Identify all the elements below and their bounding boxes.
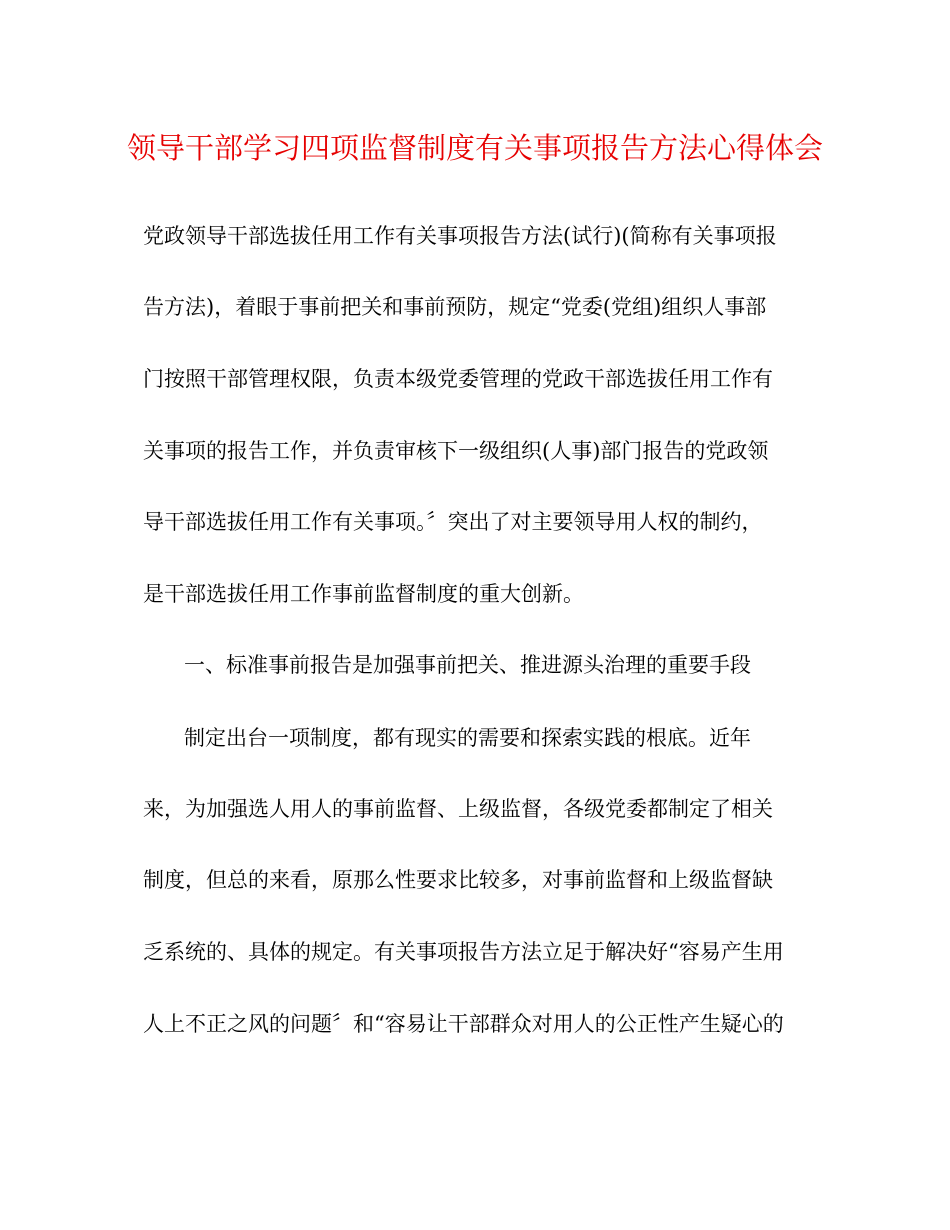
body-line-2: 告方法)，着眼于事前把关和事前预防，规定“党委(党组)组织人事部 — [143, 295, 767, 319]
document-title: 领导干部学习四项监督制度有关事项报告方法心得体会 — [126, 131, 823, 165]
body-line-5: 导干部选拔任用工作有关事项。〞突出了对主要领导用人权的制约， — [143, 510, 763, 534]
body-line-1: 党政领导干部选拔任用工作有关事项报告方法(试行)(简称有关事项报 — [143, 224, 777, 248]
body-line-4: 关事项的报告工作，并负责审核下一级组织(人事)部门报告的党政领 — [143, 439, 769, 463]
body-line-12: 人上不正之风的问题〞和“容易让干部群众对用人的公正性产生疑心的 — [143, 1012, 784, 1036]
body-line-11: 乏系统的、具体的规定。有关事项报告方法立足于解决好“容易产生用 — [143, 940, 784, 964]
section-heading-1: 一、标准事前报告是加强事前把关、推进源头治理的重要手段 — [184, 653, 751, 677]
body-line-3: 门按照干部管理权限，负责本级党委管理的党政干部选拔任用工作有 — [143, 367, 773, 391]
body-line-10: 制度，但总的来看，原那么性要求比较多，对事前监督和上级监督缺 — [143, 868, 773, 892]
body-line-9: 来，为加强选人用人的事前监督、上级监督，各级党委都制定了相关 — [143, 797, 773, 821]
body-line-8: 制定出台一项制度，都有现实的需要和探索实践的根底。近年 — [184, 726, 751, 750]
body-line-6: 是干部选拔任用工作事前监督制度的重大创新。 — [143, 582, 584, 606]
